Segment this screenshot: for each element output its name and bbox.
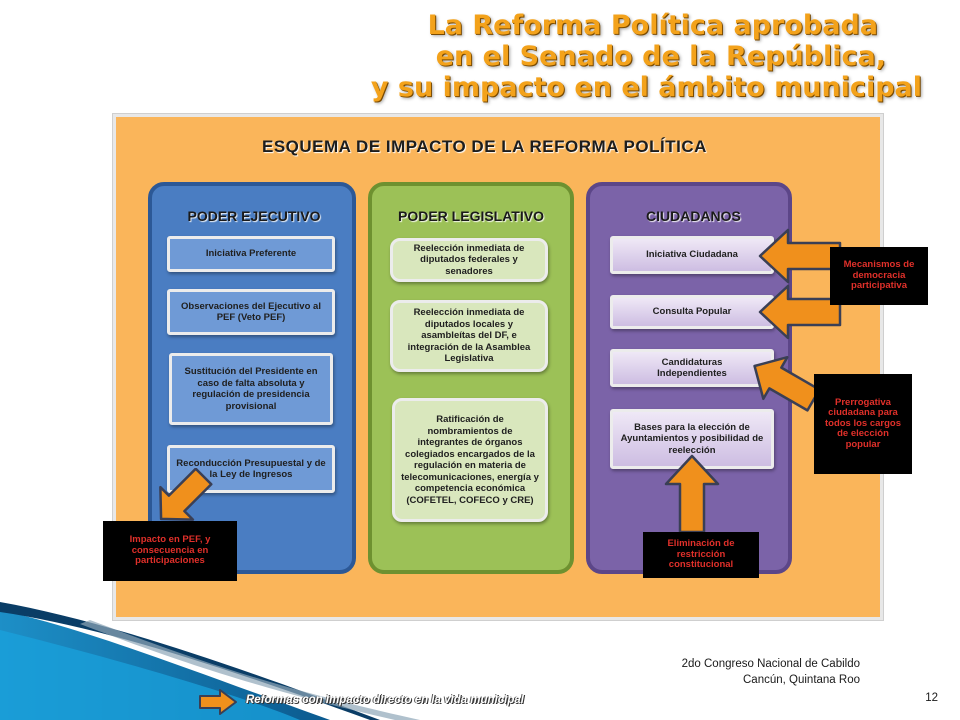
box-reeleccion-federal: Reelección inmediata de diputados federales y senadores [390, 238, 548, 282]
box-ratificacion-nombramientos: Ratificación de nombramientos de integrantes de órganos colegiados encargados de la regulación en materia de telecomunicaciones, energía y competencia económica (COFETEL, COFECO y CRE) [392, 398, 548, 522]
box-reconduccion-presupuestal: Reconducción Presupuestal y de la Ley de Ingresos [167, 445, 335, 493]
box-candidaturas-independientes: Candidaturas Independientes [610, 349, 774, 387]
column-title-legislativo: PODER LEGISLATIVO [398, 208, 544, 224]
box-veto-pef: Observaciones del Ejecutivo al PEF (Veto PEF) [167, 289, 335, 335]
congress-footer [682, 656, 860, 688]
callout-eliminacion: Eliminación de restricción constitucional [643, 532, 759, 578]
title-line-2: en el Senado de la República, [435, 41, 886, 72]
column-title-ejecutivo: PODER EJECUTIVO [187, 208, 321, 224]
callout-impacto-pef: Impacto en PEF, y consecuencia en participaciones [103, 521, 237, 581]
title-line-1: La Reforma Política aprobada [427, 10, 878, 41]
legend-text: Reformas con impacto directo en la vida municipal [246, 694, 524, 706]
slide-title [322, 10, 922, 103]
column-title-ciudadanos: CIUDADANOS [646, 208, 741, 224]
arrow-bases-elecciones-icon [664, 454, 720, 534]
arrow-candidaturas-icon [748, 352, 820, 414]
congress-location: Cancún, Quintana Roo [743, 674, 860, 686]
box-consulta-popular: Consulta Popular [610, 295, 774, 329]
box-reeleccion-local: Reelección inmediata de diputados locales y asambleítas del DF, e integración de la Asamblea Legislativa [390, 300, 548, 372]
legend-arrow-icon [198, 688, 238, 716]
page-number: 12 [925, 692, 938, 704]
title-line-3: y su impacto en el ámbito municipal [370, 72, 922, 103]
box-iniciativa-preferente: Iniciativa Preferente [167, 236, 335, 272]
callout-mecanismos: Mecanismos de democracia participativa [830, 247, 928, 305]
diagram-title: ESQUEMA DE IMPACTO DE LA REFORMA POLÍTICA [262, 137, 707, 156]
callout-prerrogativa: Prerrogativa ciudadana para todos los cargos de elección popular [814, 374, 912, 474]
arrow-impacto-icon [152, 468, 214, 526]
box-sustitucion-presidente: Sustitución del Presidente en caso de falta absoluta y regulación de presidencia provisional [169, 353, 333, 425]
congress-name: 2do Congreso Nacional de Cabildo [681, 658, 860, 670]
box-bases-ayuntamientos: Bases para la elección de Ayuntamientos y posibilidad de reelección [610, 409, 774, 469]
box-iniciativa-ciudadana: Iniciativa Ciudadana [610, 236, 774, 274]
